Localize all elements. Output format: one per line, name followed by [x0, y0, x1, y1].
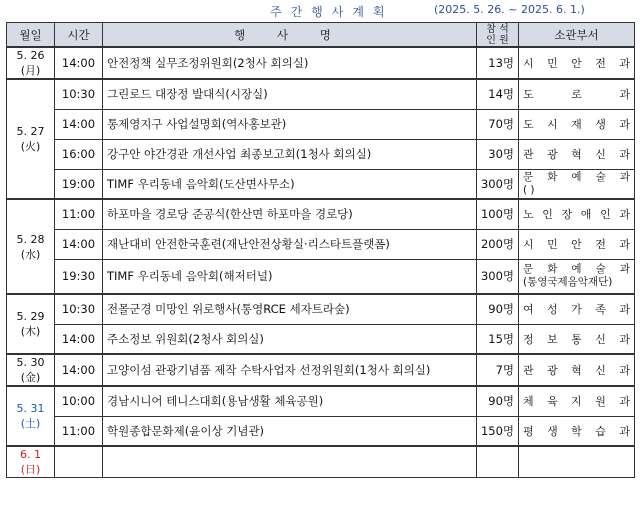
day-of-week: (月)	[20, 64, 41, 77]
department-name: 관 광 혁 신 과	[523, 148, 630, 161]
date-cell	[7, 294, 55, 354]
header-count-bottom: 인 원	[486, 34, 509, 46]
table-row	[7, 229, 635, 259]
attendee-count: 14명	[477, 79, 519, 109]
event-time: 14:00	[55, 229, 103, 259]
department-cell	[519, 199, 635, 229]
event-name: 경남시니어 테니스대회(용남생활 체육공원)	[103, 386, 477, 416]
table-row	[7, 416, 635, 446]
attendee-count: 300명	[477, 259, 519, 294]
schedule-period: (2025. 5. 26. ~ 2025. 6. 1.)	[434, 3, 585, 16]
department-cell	[519, 259, 635, 294]
event-name	[103, 446, 477, 478]
department-name: 문 화 예 술 과	[523, 170, 630, 183]
event-time: 19:30	[55, 259, 103, 294]
weekly-schedule-table	[6, 22, 635, 478]
table-row	[7, 169, 635, 199]
event-name: TIMF 우리동네 음악회(도산면사무소)	[103, 169, 477, 199]
header-time: 시간	[55, 23, 103, 48]
attendee-count: 300명	[477, 169, 519, 199]
date-cell	[7, 354, 55, 386]
department-cell	[519, 109, 635, 139]
attendee-count: 100명	[477, 199, 519, 229]
department-name: 시 민 안 전 과	[523, 57, 630, 70]
date-cell	[7, 47, 55, 79]
table-row	[7, 354, 635, 386]
department-cell	[519, 416, 635, 446]
department-name: 체 육 지 원 과	[523, 395, 630, 409]
attendee-count: 90명	[477, 386, 519, 416]
attendee-count: 15명	[477, 324, 519, 354]
table-row	[7, 199, 635, 229]
department-name: 도 시 재 생 과	[523, 118, 630, 131]
table-row	[7, 139, 635, 169]
event-name: 강구안 야간경관 개선사업 최종보고회(1청사 회의실)	[103, 139, 477, 169]
header-event: 행 사 명	[103, 23, 477, 48]
department-cell	[519, 169, 635, 199]
department-cell	[519, 354, 635, 386]
department-cell	[519, 47, 635, 79]
department-cell	[519, 446, 635, 478]
department-name: 여 성 가 족 과	[523, 303, 630, 317]
date-cell	[7, 446, 55, 478]
attendee-count: 200명	[477, 229, 519, 259]
date-value: 5. 30	[16, 356, 45, 369]
date-cell	[7, 79, 55, 199]
event-time: 11:00	[55, 416, 103, 446]
event-time: 14:00	[55, 47, 103, 79]
event-name: 안전정책 실무조정위원회(2청사 회의실)	[103, 47, 477, 79]
event-name: 그린로드 대장정 발대식(시장실)	[103, 79, 477, 109]
department-cell	[519, 386, 635, 416]
department-sub: (통영국제음악재단)	[523, 276, 613, 289]
attendee-count: 150명	[477, 416, 519, 446]
date-value: 5. 27	[16, 125, 45, 138]
department-name: 도 로 과	[523, 88, 630, 102]
department-sub: ( )	[523, 183, 535, 196]
day-of-week: (土)	[20, 417, 41, 430]
date-value: 6. 1	[20, 448, 41, 461]
department-name: 정 보 통 신 과	[523, 332, 630, 346]
department-name: 노 인 장 애 인 과	[523, 208, 630, 222]
date-value: 5. 31	[16, 402, 45, 415]
date-value: 5. 26	[16, 49, 45, 62]
schedule-title: 주간행사계획	[270, 5, 394, 19]
department-name: 평 생 학 습 과	[523, 424, 630, 438]
event-time: 19:00	[55, 169, 103, 199]
event-name: 고양이섬 관광기념품 제작 수탁사업자 선정위원회(1청사 회의실)	[103, 354, 477, 386]
attendee-count: 13명	[477, 47, 519, 79]
table-row	[7, 259, 635, 294]
attendee-count: 30명	[477, 139, 519, 169]
event-name: 통제영지구 사업설명회(역사홍보관)	[103, 109, 477, 139]
event-time: 10:30	[55, 294, 103, 324]
table-header-row	[7, 23, 635, 48]
table-row	[7, 386, 635, 416]
event-name: 하포마을 경로당 준공식(한산면 하포마을 경로당)	[103, 199, 477, 229]
event-time: 16:00	[55, 139, 103, 169]
department-cell	[519, 139, 635, 169]
event-name: 주소정보 위원회(2청사 회의실)	[103, 324, 477, 354]
date-value: 5. 29	[16, 310, 45, 323]
event-name: 재난대비 안전한국훈련(재난안전상황실·리스타트플랫폼)	[103, 229, 477, 259]
attendee-count: 7명	[477, 354, 519, 386]
date-cell	[7, 199, 55, 294]
header-count-top: 참 석	[486, 23, 509, 35]
header-count	[477, 23, 519, 48]
day-of-week: (日)	[20, 463, 41, 476]
table-row	[7, 324, 635, 354]
event-name: 전몰군경 미망인 위로행사(통영RCE 세자트라숲)	[103, 294, 477, 324]
event-name: TIMF 우리동네 음악회(해저터널)	[103, 259, 477, 294]
event-time: 10:00	[55, 386, 103, 416]
attendee-count: 70명	[477, 109, 519, 139]
date-value: 5. 28	[16, 232, 45, 246]
header-date: 월일	[7, 23, 55, 48]
day-of-week: (火)	[20, 140, 41, 153]
department-name: 문 화 예 술 과	[523, 263, 630, 276]
table-row	[7, 446, 635, 478]
department-cell	[519, 79, 635, 109]
day-of-week: (水)	[20, 247, 41, 261]
event-time	[55, 446, 103, 478]
attendee-count	[477, 446, 519, 478]
event-name: 학원종합문화제(윤이상 기념관)	[103, 416, 477, 446]
event-time: 14:00	[55, 324, 103, 354]
event-time: 11:00	[55, 199, 103, 229]
attendee-count: 90명	[477, 294, 519, 324]
department-name: 시 민 안 전 과	[523, 238, 630, 251]
table-row	[7, 47, 635, 79]
schedule-body	[7, 47, 635, 478]
table-row	[7, 294, 635, 324]
department-cell	[519, 294, 635, 324]
header-dept: 소관부서	[519, 23, 635, 48]
schedule-title-bar	[0, 0, 640, 22]
event-time: 14:00	[55, 354, 103, 386]
event-time: 10:30	[55, 79, 103, 109]
department-cell	[519, 324, 635, 354]
table-row	[7, 79, 635, 109]
day-of-week: (金)	[20, 371, 41, 384]
date-cell	[7, 386, 55, 446]
event-time: 14:00	[55, 109, 103, 139]
table-row	[7, 109, 635, 139]
department-cell	[519, 229, 635, 259]
department-name: 관 광 혁 신 과	[523, 364, 630, 377]
day-of-week: (木)	[20, 325, 41, 338]
